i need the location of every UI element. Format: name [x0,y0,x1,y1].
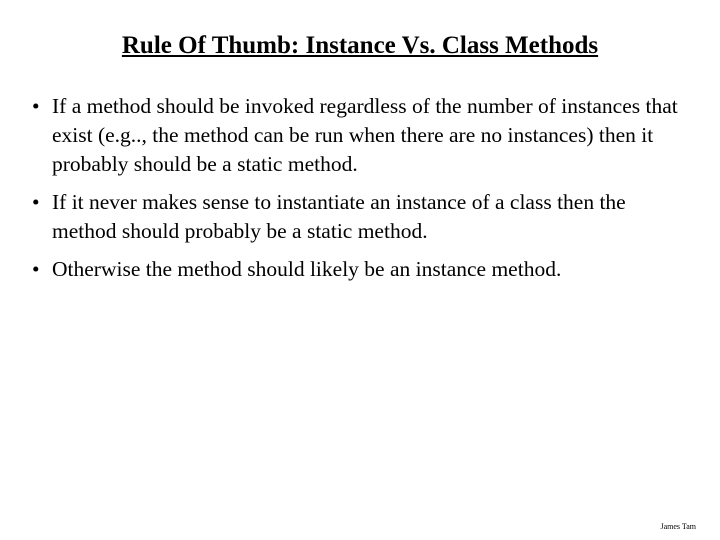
bullet-text: If a method should be invoked regardless of the number of instances that exist (e.g.., the method can be run when there are no instances) then it probably should be a static method. [52,94,678,176]
bullet-list [32,92,692,293]
bullet-marker: • [32,190,40,214]
footer-author: James Tam [660,522,696,531]
bullet-text: If it never makes sense to instantiate an instance of a class then the method should probably be a static method. [52,190,626,243]
bullet-marker: • [32,94,40,118]
bullet-item [32,92,692,179]
bullet-marker: • [32,257,40,281]
bullet-text: Otherwise the method should likely be an instance method. [52,257,562,281]
slide-title: Rule Of Thumb: Instance Vs. Class Methods [121,32,599,59]
bullet-item [32,188,692,246]
bullet-item [32,255,692,284]
